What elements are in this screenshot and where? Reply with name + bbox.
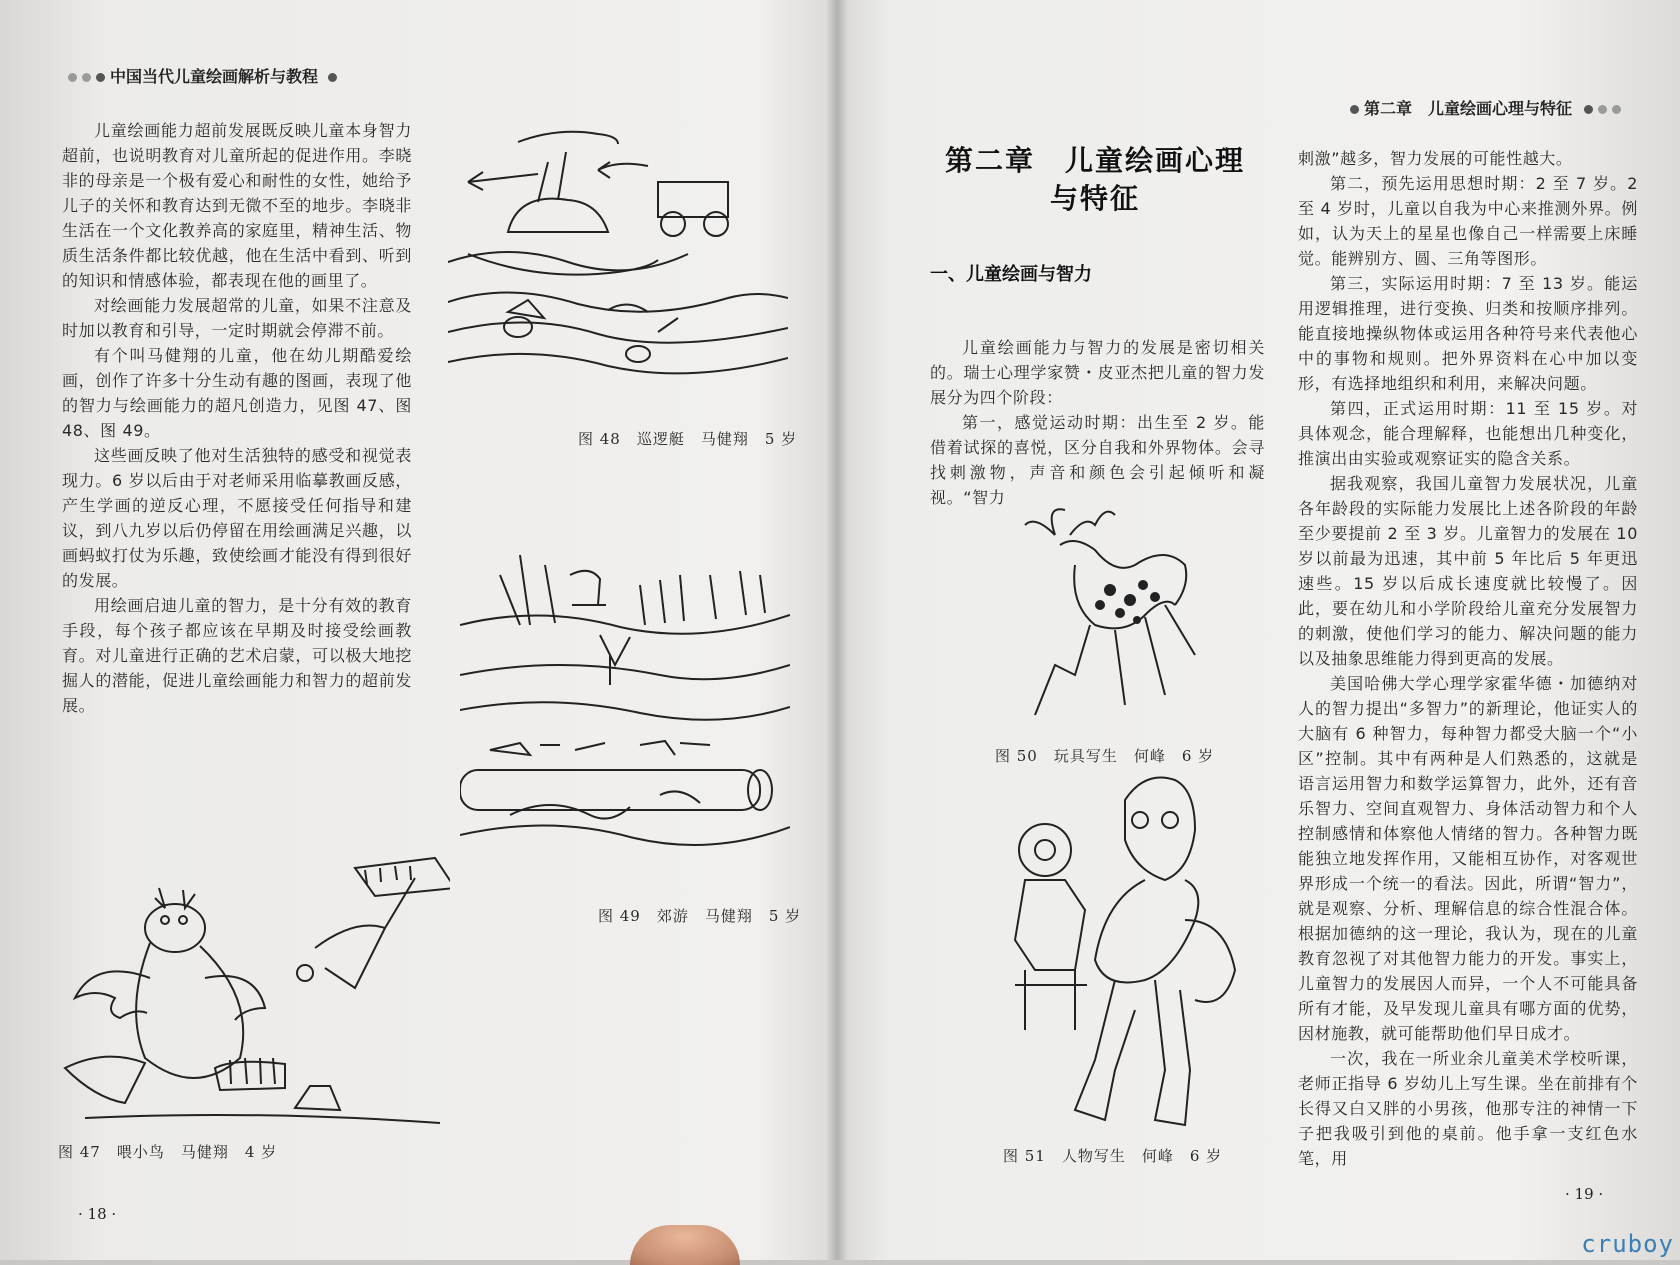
- figure-50-caption: 图 50 玩具写生 何峰 6 岁: [995, 747, 1215, 765]
- bullet-dot: [328, 73, 337, 82]
- bullet-dot: [82, 73, 91, 82]
- paragraph: 刺激”越多，智力发展的可能性越大。: [1298, 149, 1573, 168]
- right-body-text-col1: [930, 335, 1265, 510]
- paragraph: 第三，实际运用时期：7 至 13 岁。能运用逻辑推理，进行变换、归类和按顺序排列。能直接地操纵物体或运用各种符号来代表他心中的事物和规则。把外界资料在心中加以变形，有选择地组织和利用，来解决问题。: [1298, 274, 1638, 393]
- watermark-text: cruboy: [1581, 1230, 1674, 1258]
- running-head-text: 中国当代儿童绘画解析与教程: [110, 67, 319, 86]
- chapter-title-line1: 第二章 儿童绘画心理: [944, 144, 1245, 177]
- running-head-text: 第二章 儿童绘画心理与特征: [1364, 99, 1573, 118]
- chapter-title-line2: 与特征: [1049, 182, 1140, 215]
- left-page: [0, 0, 835, 1260]
- page-number-left: · 18 ·: [78, 1205, 117, 1223]
- paragraph: 对绘画能力发展超常的儿童，如果不注意及时加以教育和引导，一定时期就会停滞不前。: [62, 296, 412, 340]
- figure-47-drawing: [55, 848, 450, 1138]
- figure-48-drawing: [448, 122, 788, 402]
- figure-49-caption: 图 49 郊游 马健翔 5 岁: [598, 907, 802, 925]
- page-number-right: · 19 ·: [1565, 1185, 1604, 1203]
- paragraph: 有个叫马健翔的儿童，他在幼儿期酷爱绘画，创作了许多十分生动有趣的图画，表现了他的智力与绘画能力的超凡创造力，见图 47、图 48、图 49。: [62, 346, 412, 440]
- figure-51-drawing: [995, 770, 1245, 1140]
- figure-51-caption: 图 51 人物写生 何峰 6 岁: [1003, 1147, 1223, 1165]
- figure-49-drawing: [460, 545, 790, 875]
- section-title: 一、儿童绘画与智力: [930, 264, 1092, 285]
- running-head-right: [1350, 96, 1626, 119]
- paragraph: 第四，正式运用时期：11 至 15 岁。对具体观念，能合理解释，也能想出几种变化，推演出由实验或观察证实的隐含关系。: [1298, 399, 1638, 468]
- running-head-left: [68, 64, 342, 87]
- left-body-text: [62, 118, 412, 718]
- chapter-title: [925, 142, 1265, 218]
- paragraph: 儿童绘画能力超前发展既反映儿童本身智力超前，也说明教育对儿童所起的促进作用。李晓非的母亲是一个极有爱心和耐性的女性，她给予儿子的关怀和教育达到无微不至的地步。李晓非生活在一个文化教养高的家庭里，精神生活、物质生活条件都比较优越，他在生活中看到、听到的知识和情感体验，都表现在他的画里了。: [62, 121, 412, 290]
- bullet-dot: [68, 73, 77, 82]
- figure-50-drawing: [1015, 505, 1225, 720]
- paragraph: 这些画反映了他对生活独特的感受和视觉表现力。6 岁以后由于对老师采用临摹教画反感，产生学画的逆反心理，不愿接受任何指导和建议，到八九岁以后仍停留在用绘画满足兴趣，以画蚂蚁打仗为乐趣，致使绘画才能没有得到很好的发展。: [62, 446, 412, 590]
- paragraph: 据我观察，我国儿童智力发展状况，儿童各年龄段的实际能力发展比上述各阶段的年龄至少要提前 2 至 3 岁。儿童智力的发展在 10 岁以前最为迅速，其中前 5 年比后 5 年更迅速些。15 岁以后成长速度就比较慢了。因此，要在幼儿和小学阶段给儿童充分发展智力的刺激，使他们学习的能力、解决问题的能力以及抽象思维能力得到更高的发展。: [1298, 474, 1638, 668]
- right-page: [845, 0, 1680, 1260]
- bullet-dot: [1350, 105, 1359, 114]
- paragraph: 儿童绘画能力与智力的发展是密切相关的。瑞士心理学家赞・皮亚杰把儿童的智力发展分为四个阶段：: [930, 338, 1265, 407]
- paragraph: 一次，我在一所业余儿童美术学校听课，老师正指导 6 岁幼儿上写生课。坐在前排有个长得又白又胖的小男孩，他那专注的神情一下子把我吸引到他的桌前。他手拿一支红色水笔，用: [1298, 1049, 1638, 1168]
- bullet-dot: [1612, 105, 1621, 114]
- bullet-dot: [1598, 105, 1607, 114]
- paragraph: 用绘画启迪儿童的智力，是十分有效的教育手段，每个孩子都应该在早期及时接受绘画教育。对儿童进行正确的艺术启蒙，可以极大地挖掘人的潜能，促进儿童绘画能力和智力的超前发展。: [62, 596, 412, 715]
- paragraph: 第二，预先运用思想时期：2 至 7 岁。2 至 4 岁时，儿童以自我为中心来推测外界。例如，认为天上的星星也像自己一样需要上床睡觉。能辨别方、圆、三角等图形。: [1298, 174, 1638, 268]
- bullet-dot: [96, 73, 105, 82]
- paragraph: 美国哈佛大学心理学家霍华德・加德纳对人的智力提出“多智力”的新理论，他证实人的大脑有 6 种智力，每种智力都受大脑一个“小区”控制。其中有两种是人们熟悉的，这就是语言运用智力和数学运算智力，此外，还有音乐智力、空间直观智力、身体活动智力和个人控制感情和体察他人情绪的智力。各种智力既能独立地发挥作用，又能相互协作，对客观世界形成一个统一的看法。因此，所谓“智力”，就是观察、分析、理解信息的综合性混合体。根据加德纳的这一理论，我认为，现在的儿童教育忽视了对其他智力能力的开发。事实上，儿童智力的发展因人而异，一个人不可能具备所有才能，及早发现儿童具有哪方面的优势，因材施教，就可能帮助他们早日成才。: [1298, 674, 1638, 1043]
- figure-47-caption: 图 47 喂小鸟 马健翔 4 岁: [58, 1143, 278, 1161]
- paragraph: 第一，感觉运动时期：出生至 2 岁。能借着试探的喜悦，区分自我和外界物体。会寻找刺激物，声音和颜色会引起倾听和凝视。“智力: [930, 413, 1265, 507]
- figure-48-caption: 图 48 巡逻艇 马健翔 5 岁: [578, 430, 798, 448]
- right-body-text-col2: [1298, 146, 1638, 1171]
- bullet-dot: [1584, 105, 1593, 114]
